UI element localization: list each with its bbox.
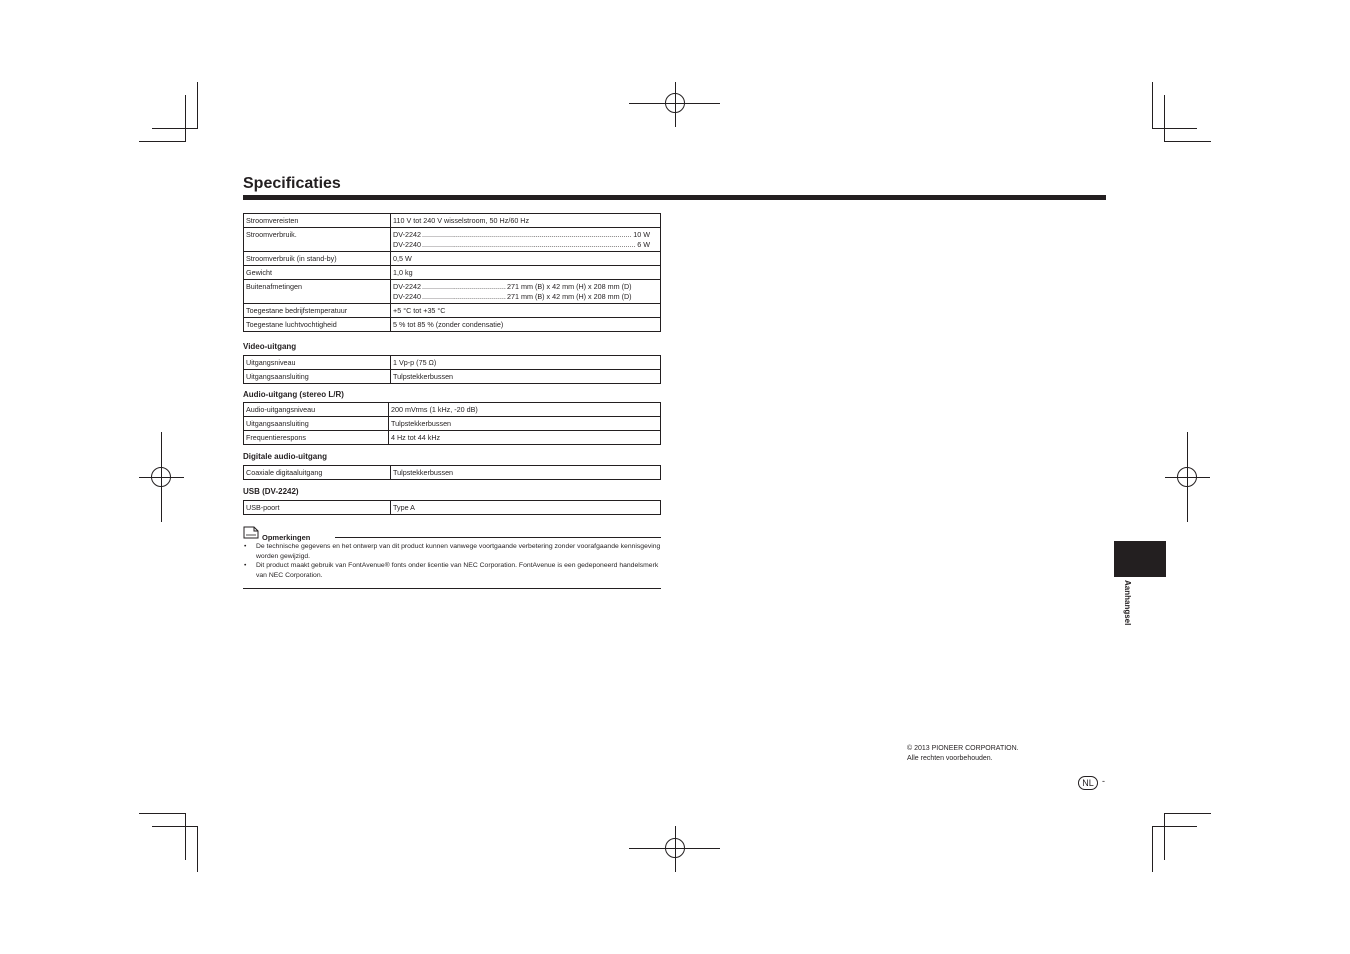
section-tab	[1114, 541, 1166, 577]
spec-label: Uitgangsaansluiting	[244, 417, 389, 431]
spec-value	[391, 280, 661, 304]
note-text: De technische gegevens en het ontwerp van dit product kunnen vanwege voortgaande verbetering zonder voorafgaande kennisgeving worden gewijzigd.	[256, 543, 661, 560]
notes-list	[243, 542, 661, 580]
spec-value: 4 Hz tot 44 kHz	[389, 431, 661, 445]
general-spec-table	[243, 213, 661, 332]
table-row	[244, 318, 661, 332]
table-row	[244, 266, 661, 280]
digital-heading: Digitale audio-uitgang	[243, 452, 327, 461]
section-tab-label: Aanhangsel	[1123, 580, 1132, 626]
spec-value: 1 Vp-p (75 Ω)	[391, 356, 661, 370]
note-text: Dit product maakt gebruik van FontAvenue® fonts onder licentie van NEC Corporation. FontAvenue is een gedeponeerd handelsmerk van NEC Corporation.	[256, 562, 659, 579]
table-row	[244, 466, 661, 480]
spec-value: Tulpstekkerbussen	[389, 417, 661, 431]
list-item	[243, 561, 661, 580]
copyright-line: © 2013 PIONEER CORPORATION.	[907, 745, 1019, 752]
spec-value: Tulpstekkerbussen	[391, 466, 661, 480]
model-value: 271 mm (B) x 42 mm (H) x 208 mm (D)	[506, 282, 632, 291]
spec-value: 1,0 kg	[391, 266, 661, 280]
spec-label: Stroomverbruik (in stand-by)	[244, 252, 391, 266]
notes-bottom-rule	[243, 588, 661, 589]
bullet: •	[244, 543, 247, 550]
digital-spec-table	[243, 465, 661, 480]
model-value: 10 W	[633, 230, 650, 239]
bullet: •	[244, 562, 247, 569]
table-row	[244, 356, 661, 370]
spec-value: +5 °C tot +35 °C	[391, 304, 661, 318]
list-item	[243, 542, 661, 561]
usb-heading: USB (DV-2242)	[243, 487, 299, 496]
spec-label: Uitgangsaansluiting	[244, 370, 391, 384]
spec-value: Type A	[391, 501, 661, 515]
spec-label: Uitgangsniveau	[244, 356, 391, 370]
model-value: 271 mm (B) x 42 mm (H) x 208 mm (D)	[506, 292, 632, 301]
spec-label: Gewicht	[244, 266, 391, 280]
table-row	[244, 252, 661, 266]
model-name: DV-2240	[393, 240, 421, 249]
table-row	[244, 403, 661, 417]
copyright	[907, 744, 1019, 764]
model-name: DV-2242	[393, 230, 421, 239]
video-heading: Video-uitgang	[243, 342, 297, 351]
spec-label: Stroomvereisten	[244, 214, 391, 228]
model-name: DV-2242	[393, 282, 421, 291]
spec-label: Coaxiale digitaaluitgang	[244, 466, 391, 480]
page-title: Specificaties	[243, 175, 341, 192]
spec-value: Tulpstekkerbussen	[391, 370, 661, 384]
model-value: 6 W	[637, 240, 650, 249]
table-row	[244, 370, 661, 384]
model-name: DV-2240	[393, 292, 421, 301]
table-row	[244, 417, 661, 431]
table-row	[244, 214, 661, 228]
spec-label: USB-poort	[244, 501, 391, 515]
note-icon	[243, 526, 259, 539]
spec-label: Frequentierespons	[244, 431, 389, 445]
table-row	[244, 304, 661, 318]
spec-value: 200 mVrms (1 kHz, -20 dB)	[389, 403, 661, 417]
spec-value: 0,5 W	[391, 252, 661, 266]
spec-label: Audio-uitgangsniveau	[244, 403, 389, 417]
language-badge: NL	[1078, 776, 1098, 790]
spec-value: 110 V tot 240 V wisselstroom, 50 Hz/60 Hz	[391, 214, 661, 228]
notes-header	[243, 526, 661, 542]
table-row	[244, 501, 661, 515]
notes-title: Opmerkingen	[262, 533, 311, 542]
table-row	[244, 228, 661, 252]
spec-label: Toegestane luchtvochtigheid	[244, 318, 391, 332]
spec-value: 5 % tot 85 % (zonder condensatie)	[391, 318, 661, 332]
audio-spec-table	[243, 402, 661, 445]
spec-label: Toegestane bedrijfstemperatuur	[244, 304, 391, 318]
notes-rule	[335, 537, 661, 538]
usb-spec-table	[243, 500, 661, 515]
copyright-line: Alle rechten voorbehouden.	[907, 755, 993, 762]
table-row	[244, 431, 661, 445]
spec-label: Stroomverbruik.	[244, 228, 391, 252]
spec-value	[391, 228, 661, 252]
audio-heading: Audio-uitgang (stereo L/R)	[243, 390, 344, 399]
page-number: -	[1102, 776, 1105, 786]
video-spec-table	[243, 355, 661, 384]
table-row	[244, 280, 661, 304]
title-rule	[243, 195, 1106, 200]
spec-label: Buitenafmetingen	[244, 280, 391, 304]
